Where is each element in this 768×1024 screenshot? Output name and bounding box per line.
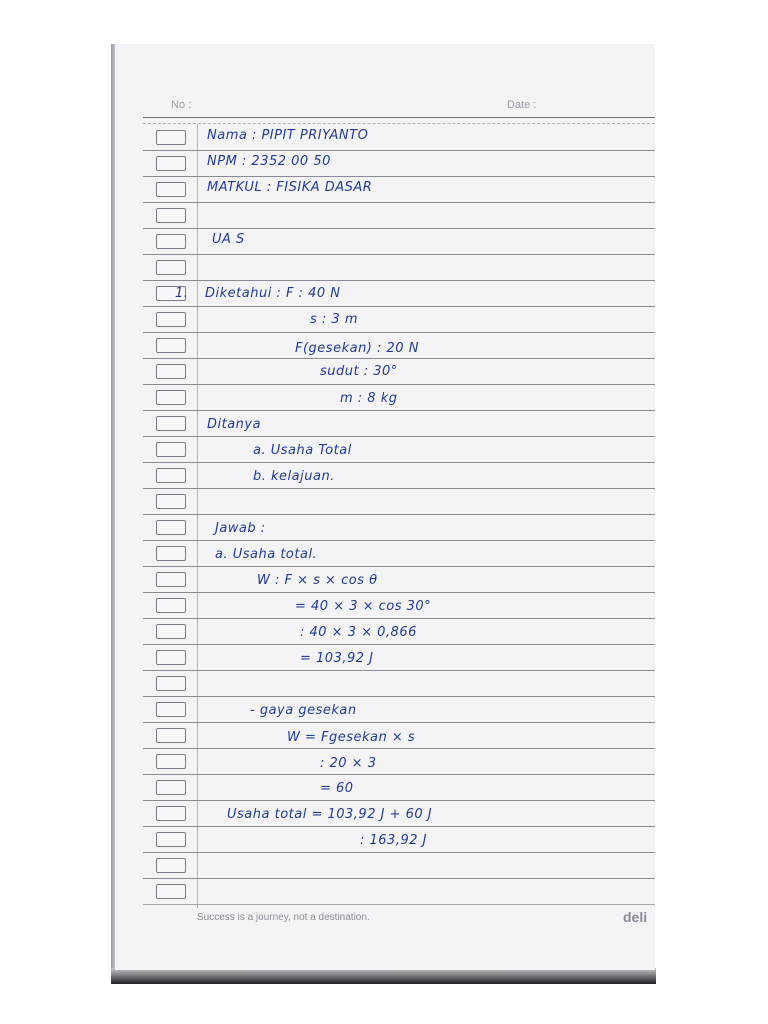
ruled-line: [143, 618, 655, 619]
margin-checkbox: [156, 494, 186, 509]
work-formula: W : F × s × cos θ: [257, 573, 378, 588]
margin-checkbox: [156, 624, 186, 639]
margin-checkbox: [156, 546, 186, 561]
margin-checkbox: [156, 442, 186, 457]
ruled-line: [143, 436, 655, 437]
margin-checkbox: [156, 208, 186, 223]
ruled-line: [143, 592, 655, 593]
margin-checkbox: [156, 312, 186, 327]
work-step-2: : 40 × 3 × 0,866: [300, 625, 417, 640]
page-shadow-bottom: [111, 968, 656, 984]
question-a: a. Usaha Total: [253, 443, 352, 458]
answer-a-heading: a. Usaha total.: [215, 547, 318, 562]
margin-checkbox: [156, 754, 186, 769]
margin-line: [197, 124, 198, 908]
ditanya-line: Ditanya: [207, 417, 262, 432]
ruled-line: [143, 566, 655, 567]
margin-checkbox: [156, 156, 186, 171]
footer-motto: Success is a journey, not a destination.: [197, 912, 370, 923]
ruled-line: [143, 306, 655, 307]
ruled-line: [143, 254, 655, 255]
brand-logo: deli: [623, 909, 648, 925]
friction-work-formula: W = Fgesekan × s: [287, 730, 416, 745]
exam-title: UA S: [212, 232, 245, 247]
diketahui-line: Diketahui : F : 40 N: [205, 286, 341, 301]
ruled-line: [143, 358, 655, 359]
ruled-line: [143, 540, 655, 541]
work-step-1: = 40 × 3 × cos 30°: [295, 599, 432, 614]
ruled-line: [143, 176, 655, 177]
header-dashed-rule: [143, 123, 655, 124]
margin-checkbox: [156, 234, 186, 249]
distance-line: s : 3 m: [310, 312, 358, 327]
ruled-line: [143, 514, 655, 515]
ruled-line: [143, 488, 655, 489]
no-label: No :: [171, 99, 192, 111]
ruled-line: [143, 774, 655, 775]
question-number: 1.: [175, 286, 189, 301]
ruled-line: [143, 150, 655, 151]
margin-checkbox: [156, 702, 186, 717]
margin-checkbox: [156, 364, 186, 379]
jawab-line: Jawab :: [215, 521, 266, 536]
npm-line: NPM : 2352 00 50: [207, 154, 331, 169]
ruled-line: [143, 800, 655, 801]
margin-checkbox: [156, 858, 186, 873]
margin-checkbox: [156, 884, 186, 899]
total-work-line: Usaha total = 103,92 J + 60 J: [227, 807, 433, 822]
margin-checkbox: [156, 416, 186, 431]
ruled-line: [143, 722, 655, 723]
ruled-line: [143, 228, 655, 229]
question-b: b. kelajuan.: [253, 469, 335, 484]
ruled-line: [143, 826, 655, 827]
footer-rule: [143, 904, 655, 905]
margin-checkbox: [156, 468, 186, 483]
margin-checkbox: [156, 130, 186, 145]
date-label: Date :: [507, 99, 537, 111]
notebook-page: [115, 44, 655, 970]
friction-force-line: F(gesekan) : 20 N: [295, 341, 419, 356]
margin-checkbox: [156, 676, 186, 691]
ruled-line: [143, 384, 655, 385]
ruled-line: [143, 202, 655, 203]
margin-checkbox: [156, 572, 186, 587]
margin-checkbox: [156, 598, 186, 613]
ruled-line: [143, 332, 655, 333]
ruled-line: [143, 644, 655, 645]
work-step-3: = 103,92 J: [300, 651, 374, 666]
friction-heading: - gaya gesekan: [250, 703, 357, 718]
ruled-line: [143, 410, 655, 411]
mass-line: m : 8 kg: [340, 391, 398, 406]
margin-checkbox: [156, 650, 186, 665]
name-line: Nama : PIPIT PRIYANTO: [207, 128, 369, 143]
matkul-line: MATKUL : FISIKA DASAR: [207, 180, 373, 195]
margin-checkbox: [156, 338, 186, 353]
friction-step-1: : 20 × 3: [320, 756, 377, 771]
ruled-line: [143, 462, 655, 463]
margin-checkbox: [156, 780, 186, 795]
ruled-line: [143, 878, 655, 879]
margin-checkbox: [156, 182, 186, 197]
margin-checkbox: [156, 728, 186, 743]
margin-checkbox: [156, 260, 186, 275]
total-work-result: : 163,92 J: [360, 833, 427, 848]
ruled-line: [143, 852, 655, 853]
header-rule: [143, 117, 655, 118]
angle-line: sudut : 30°: [320, 364, 398, 379]
ruled-line: [143, 696, 655, 697]
margin-checkbox: [156, 832, 186, 847]
margin-checkbox: [156, 806, 186, 821]
margin-checkbox: [156, 520, 186, 535]
ruled-line: [143, 280, 655, 281]
friction-step-2: = 60: [320, 781, 354, 796]
ruled-line: [143, 748, 655, 749]
margin-checkbox: [156, 390, 186, 405]
ruled-line: [143, 670, 655, 671]
